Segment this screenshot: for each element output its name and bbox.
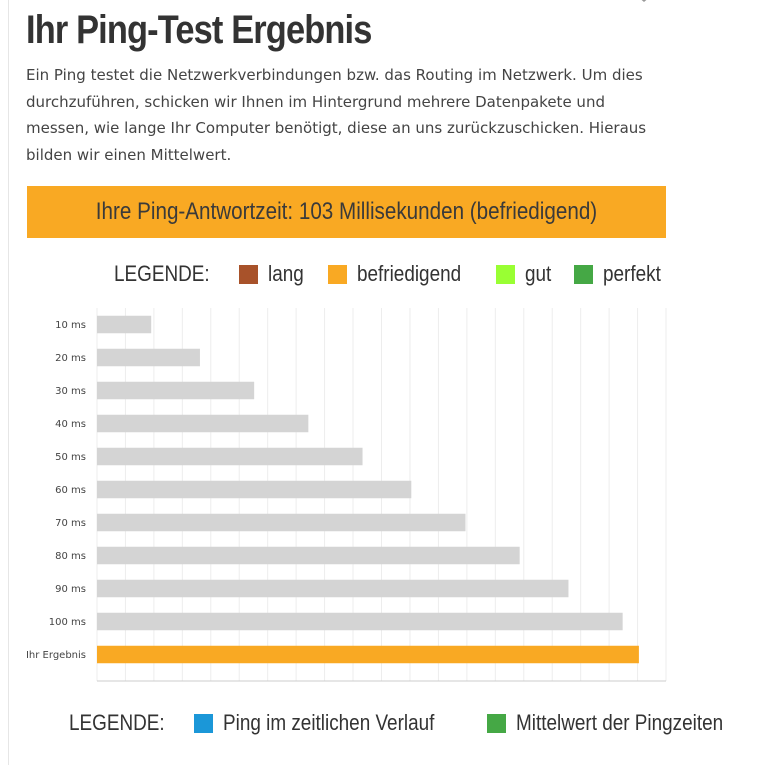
legend-title: LEGENDE:: [69, 710, 165, 735]
swatch-gut: [496, 265, 515, 284]
category-label: 50 ms: [55, 452, 86, 463]
result-banner: [27, 186, 666, 238]
swatch-mittelwert: [487, 714, 506, 733]
legend-label: perfekt: [602, 261, 661, 286]
ping-bar-chart: [0, 300, 678, 690]
bar-ihr-ergebnis: [97, 646, 639, 664]
bar-50-ms: [97, 448, 363, 466]
category-label: 90 ms: [55, 584, 86, 595]
category-label: 40 ms: [55, 419, 86, 430]
category-label: 60 ms: [55, 485, 86, 496]
bar-10-ms: [97, 316, 151, 334]
legend-label: befriedigend: [356, 261, 462, 286]
legend-item-befriedigend: [328, 261, 478, 287]
bar-100-ms: [97, 613, 623, 631]
bar-80-ms: [97, 547, 520, 565]
legend-label: Mittelwert der Pingzeiten: [516, 710, 724, 735]
legend-label: gut: [524, 261, 552, 286]
bar-60-ms: [97, 481, 411, 499]
swatch-ping-verlauf: [194, 714, 213, 733]
category-label: 20 ms: [55, 353, 86, 364]
corner-chevron-icon: [636, 0, 652, 4]
legend-label: Ping im zeitlichen Verlauf: [223, 710, 435, 735]
bar-70-ms: [97, 514, 465, 532]
legend-title: LEGENDE:: [114, 261, 210, 286]
swatch-perfekt: [574, 265, 593, 284]
bar-90-ms: [97, 580, 568, 598]
legend-item-lang: [239, 261, 310, 287]
legend-top: [114, 260, 688, 288]
result-text: Ihre Ping-Antwortzeit: 103 Millisekunden (befriedigend): [95, 198, 598, 225]
category-label: 10 ms: [55, 320, 86, 331]
bar-20-ms: [97, 349, 200, 367]
legend-bottom: [69, 709, 775, 737]
legend-item-ping-verlauf: [194, 710, 469, 736]
category-label: 70 ms: [55, 518, 86, 529]
legend-label: lang: [268, 261, 305, 286]
intro-text: Ein Ping testet die Netzwerkverbindungen bzw. das Routing im Netzwerk. Um dies durchzuführen, schicken wir Ihnen im Hintergrund mehrere Datenpakete und messen, wie lange Ihr Computer benötigt, diese an uns zurückzuschicken. Hieraus bilden wir einen Mittelwert.: [26, 66, 647, 164]
category-label: 100 ms: [48, 617, 86, 628]
bar-40-ms: [97, 415, 308, 433]
category-label: Ihr Ergebnis: [25, 650, 86, 661]
swatch-befriedigend: [328, 265, 347, 284]
page-title: Ihr Ping-Test Ergebnis: [26, 8, 372, 52]
bar-30-ms: [97, 382, 254, 400]
category-label: 30 ms: [55, 386, 86, 397]
swatch-lang: [239, 265, 258, 284]
legend-item-gut: [496, 261, 556, 287]
category-label: 80 ms: [55, 551, 86, 562]
legend-item-perfekt: [574, 261, 670, 287]
legend-item-mittelwert: [487, 710, 757, 736]
